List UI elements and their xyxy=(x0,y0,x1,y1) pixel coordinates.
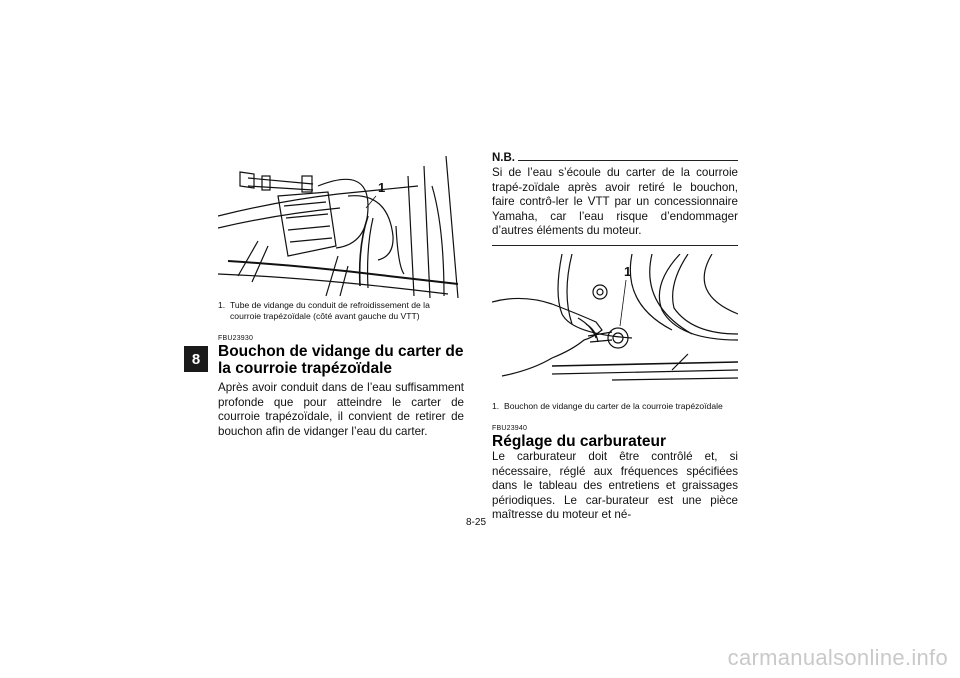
figure-belt-case-drain-plug xyxy=(492,254,738,396)
note-top-rule xyxy=(518,160,738,161)
section-title: Bouchon de vidange du carter de la courroie trapézoïdale xyxy=(218,343,464,377)
section-body: Après avoir conduit dans de l’eau suffisamment profonde que pour atteindre le carter de courroie trapézoïdale, il convient de retirer de bouchon afin de vidanger l’eau du carter. xyxy=(218,381,464,438)
figure-drawing xyxy=(492,254,738,396)
watermark: carmanualsonline.info xyxy=(727,645,948,670)
note-bottom-rule xyxy=(492,245,738,246)
note-box xyxy=(492,152,738,246)
section-body: Le carburateur doit être contrôlé et, si nécessaire, réglé aux fréquences spécifiées dans le tableau des entretiens et graissages périodiques. Le car-burateur est une pièce maîtresse du moteur et né- xyxy=(492,450,738,522)
chapter-tab: 8 xyxy=(184,346,208,372)
figure-cooling-duct-drain-tube xyxy=(218,156,462,298)
caption-text: Bouchon de vidange du carter de la courroie trapézoïdale xyxy=(504,401,723,411)
page-number: 8-25 xyxy=(466,517,487,528)
section-code: FBU23940 xyxy=(492,425,528,432)
section-title: Réglage du carburateur xyxy=(492,433,666,450)
note-label: N.B. xyxy=(492,152,515,164)
caption-number: 1. xyxy=(218,300,226,310)
figure-caption xyxy=(218,300,458,321)
caption-number: 1. xyxy=(492,401,500,411)
section-code: FBU23930 xyxy=(218,335,254,342)
caption-text: Tube de vidange du conduit de refroidissement de la courroie trapézoïdale (côté avant gauche du VTT) xyxy=(230,300,430,321)
note-text: Si de l’eau s’écoule du carter de la courroie trapé-zoïdale après avoir retiré le bouchon, faire contrô-ler le VTT par un concessionnaire Yamaha, car l’eau risque d’endommager d’autres éléments du moteur. xyxy=(492,166,738,238)
figure-caption xyxy=(492,401,738,412)
figure-drawing xyxy=(218,156,462,298)
figure-callout: 1 xyxy=(378,180,386,195)
figure-callout: 1 xyxy=(624,264,632,279)
